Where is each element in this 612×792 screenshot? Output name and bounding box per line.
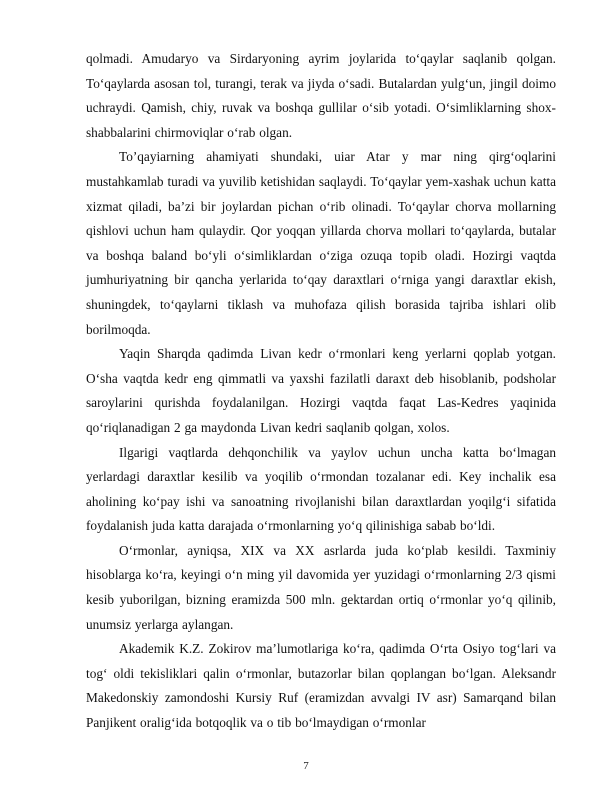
paragraph-3: Yaqin Sharqda qadimda Livan kedr o‘rmonlari keng yerlarni qoplab yotgan. O‘sha vaqtda kedr eng qimmatli va yaxshi fazilatli daraxt deb hisoblanib, podsholar saroylarini qurishda foydalanilgan. Hozirgi vaqtda faqat Las-Kedres yaqinida qo‘riqlanadigan 2 ga maydonda Livan kedri saqlanib qolgan, xolos. <box>86 346 556 435</box>
paragraph-4: Ilgarigi vaqtlarda dehqonchilik va yaylov uchun uncha katta bo‘lmagan yerlardagi daraxtlar kesilib va yoqilib o‘rmondan tozalanar edi. Key inchalik esa aholining ko‘pay ishi va sanoatning rivojlanishi bilan daraxtlardan yoqilg‘i sifatida foydalanish juda katta darajada o‘rmonlarning yo‘q qilinishiga sabab bo‘ldi. <box>86 444 556 534</box>
page-number: 7 <box>303 760 309 772</box>
paragraph-6: Akademik K.Z. Zokirov ma’lumotlariga ko‘ra, qadimda O‘rta Osiyo tog‘lari va tog‘ oldi tekisliklari qalin o‘rmonlar, butazorlar bilan qoplangan bo‘lgan. Aleksandr Makedonskiy zamondoshi Kursiy Ruf (eramizdan avvalgi IV asr) Samarqand bilan Panjikent oralig‘ida botqoqlik va o tib bo‘lmaydigan o‘rmonlar <box>86 641 556 731</box>
paragraph-2: To’qayiarning ahamiyati shundaki, uiar Atar y mar ning qirg‘oqlarini mustahkamlab turadi va yuvilib ketishidan saqlaydi. To‘qaylar yem-xashak uchun katta xizmat qiladi, ba’zi bir joylardan pichan o‘rib olinadi. To‘qaylar chorva mollarning qishlovi uchun ham qulaydir. Qor yoqqan yillarda chorva mollari to‘qaylarda, butalar va boshqa baland bo‘yli o‘simliklardan o‘ziga ozuqa topib oladi. Hozirgi vaqtda jumhuriyatning bir qancha yerlarida to‘qay daraxtlari o‘rniga yangi daraxtlar ekish, shuningdek, to‘qaylarni tiklash va muhofaza qilish borasida tajriba ishlari olib borilmoqda. <box>86 149 556 337</box>
paragraph-5: O‘rmonlar, ayniqsa, XIX va XX asrlarda juda ko‘plab kesildi. Taxminiy hisoblarga ko‘ra, keyingi o‘n ming yil davomida yer yuzidagi o‘rmonlarning 2/3 qismi kesib yuborilgan, bizning eramizda 500 mln. gektardan ortiq o‘rmonlar yo‘q qilinib, unumsiz yerlarga aylangan. <box>86 542 556 632</box>
paragraph-1: qolmadi. Amudaryo va Sirdaryoning ayrim joylarida to‘qaylar saqlanib qolgan. To‘qaylarda asosan tol, turangi, terak va jiyda o‘sadi. Butalardan yulg‘un, jingil doimo uchraydi. Qamish, chiy, ruvak va boshqa gullilar o‘sib yotadi. O‘simliklarning shox-shabbalarini chirmoviqlar o‘rab olgan. <box>86 51 556 140</box>
document-page <box>86 47 556 736</box>
